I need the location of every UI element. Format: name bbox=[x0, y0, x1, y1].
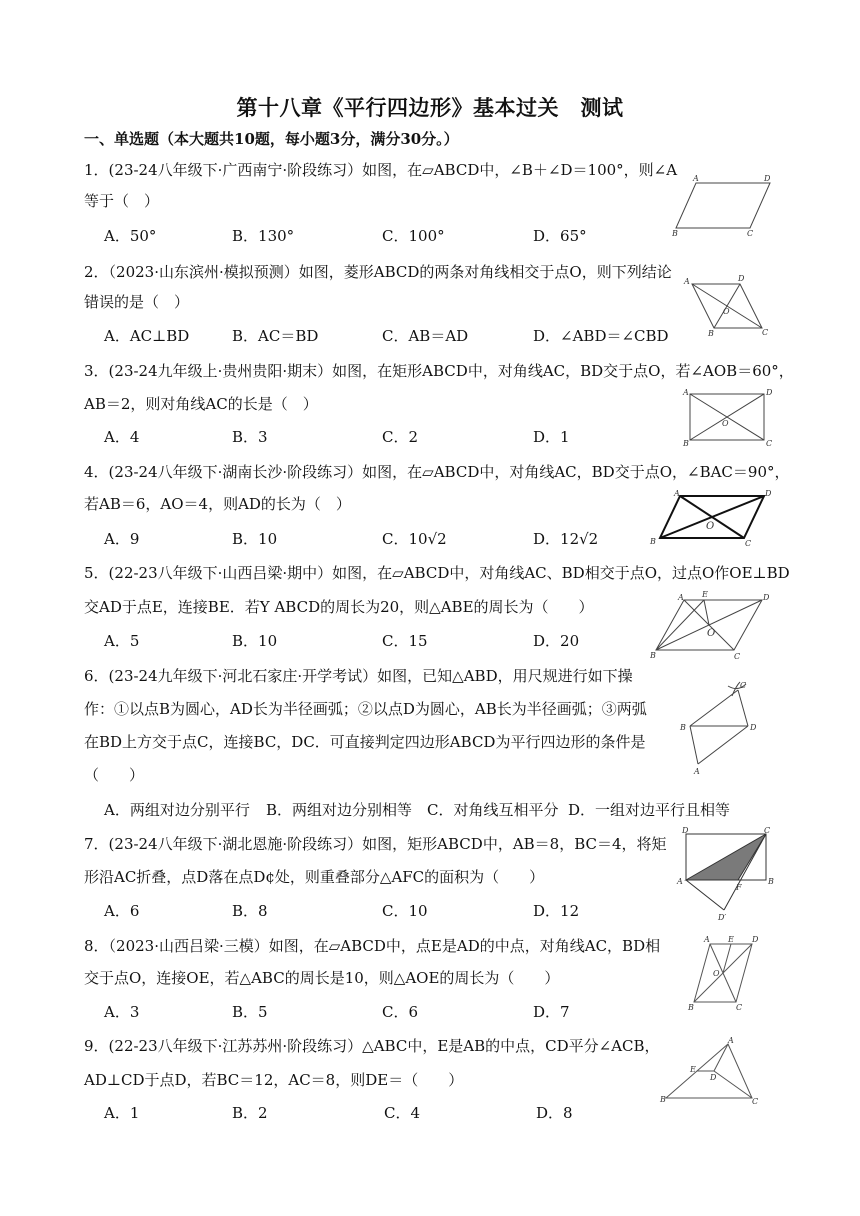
option-c[interactable]: C．6 bbox=[382, 1003, 419, 1021]
option-c[interactable]: C．100° bbox=[382, 227, 445, 245]
fig-label: A bbox=[728, 1036, 734, 1045]
question-7-line-1: 7．(23-24八年级下·湖北恩施·阶段练习）如图，矩形ABCD中，AB＝8，BC＝4，将矩 bbox=[84, 835, 667, 853]
fig-label: D bbox=[764, 175, 771, 183]
fig-label: E bbox=[702, 590, 708, 599]
question-4-line-2: 若AB＝6，AO＝4，则AD的长为（ ） bbox=[84, 495, 351, 513]
fig-label: C bbox=[766, 439, 773, 448]
fig-label: C bbox=[736, 1003, 743, 1012]
fig-label: B bbox=[680, 723, 686, 732]
question-6-line-2: 作：①以点B为圆心，AD长为半径画弧；②以点D为圆心，AB长为半径画弧；③两弧 bbox=[84, 700, 647, 718]
option-d[interactable]: D．7 bbox=[533, 1003, 570, 1021]
option-b[interactable]: B．10 bbox=[232, 530, 278, 548]
option-c[interactable]: C．AB＝AD bbox=[382, 327, 469, 345]
option-b[interactable]: B．3 bbox=[232, 428, 268, 446]
fig-label: E bbox=[728, 935, 734, 944]
fig-label: D bbox=[765, 489, 772, 498]
fig-label: B bbox=[660, 1095, 666, 1104]
option-b[interactable]: B．AC＝BD bbox=[232, 327, 319, 345]
fig-label: B bbox=[650, 651, 656, 660]
option-c[interactable]: C．4 bbox=[384, 1104, 421, 1122]
option-b[interactable]: B．2 bbox=[232, 1104, 268, 1122]
figure-q3-rectangle bbox=[682, 386, 782, 448]
question-5-line-2: 交AD于点E，连接BE．若Y ABCD的周长为20，则△ABE的周长为（ ） bbox=[84, 598, 594, 616]
fig-label: A bbox=[684, 277, 690, 286]
section-heading: 一、单选题（本大题共10题，每小题3分，满分30分。） bbox=[84, 130, 459, 148]
fig-label: D bbox=[763, 593, 770, 602]
fig-label: C bbox=[745, 539, 752, 548]
fig-label: O bbox=[706, 521, 715, 532]
fig-label: B bbox=[683, 439, 689, 448]
option-d[interactable]: D．1 bbox=[533, 428, 570, 446]
fig-label: A bbox=[678, 593, 684, 602]
question-6-line-3: 在BD上方交于点C，连接BC，DC．可直接判定四边形ABCD为平行四边形的条件是 bbox=[84, 733, 646, 751]
question-8-line-1: 8．（2023·山西吕梁·三模）如图，在▱ABCD中，点E是AD的中点，对角线AC，BD相 bbox=[84, 937, 661, 955]
question-2-line-1: 2．（2023·山东滨州·模拟预测）如图，菱形ABCD的两条对角线相交于点O，则下列结论 bbox=[84, 263, 672, 281]
question-9-line-1: 9．(22-23八年级下·江苏苏州·阶段练习）△ABC中，E是AB的中点，CD平分∠ACB， bbox=[84, 1037, 660, 1055]
fig-label: A bbox=[683, 388, 689, 397]
option-b[interactable]: B．5 bbox=[232, 1003, 268, 1021]
option-c[interactable]: C．10 bbox=[382, 902, 428, 920]
figure-q6-construction bbox=[678, 680, 768, 776]
fig-label: C bbox=[740, 681, 747, 690]
fig-label: D bbox=[682, 826, 689, 835]
fig-label: B bbox=[688, 1003, 694, 1012]
option-a[interactable]: A．两组对边分别平行 bbox=[104, 801, 250, 819]
fig-label: D bbox=[710, 1073, 717, 1082]
question-9-line-2: AD⊥CD于点D，若BC＝12，AC＝8，则DE＝（ ） bbox=[84, 1071, 464, 1089]
option-a[interactable]: A．9 bbox=[104, 530, 140, 548]
option-d[interactable]: D．20 bbox=[533, 632, 580, 650]
question-1-line-1: 1．(23-24八年级下·广西南宁·阶段练习）如图，在▱ABCD中，∠B＋∠D＝100°，则∠A bbox=[84, 161, 678, 179]
fig-label: C bbox=[734, 652, 741, 661]
fig-label: D bbox=[738, 274, 745, 283]
option-a[interactable]: A．4 bbox=[104, 428, 140, 446]
option-d[interactable]: D．65° bbox=[533, 227, 587, 245]
figure-q7-folded-rectangle bbox=[676, 826, 780, 922]
fig-label: D bbox=[766, 388, 773, 397]
question-2-line-2: 错误的是（ ） bbox=[84, 293, 190, 311]
question-5-line-1: 5．(22-23八年级下·山西吕梁·期中）如图，在▱ABCD中，对角线AC、BD相交于点O，过点O作OE⊥BD bbox=[84, 564, 790, 582]
option-c[interactable]: C．2 bbox=[382, 428, 419, 446]
fig-label: A bbox=[694, 767, 700, 776]
fig-label: O bbox=[722, 419, 729, 428]
option-d[interactable]: D．∠ABD＝∠CBD bbox=[533, 327, 669, 345]
option-a[interactable]: A．5 bbox=[104, 632, 140, 650]
fig-label: C bbox=[752, 1097, 759, 1106]
fig-label: A bbox=[674, 489, 680, 498]
option-b[interactable]: B．8 bbox=[232, 902, 268, 920]
option-a[interactable]: A．1 bbox=[104, 1104, 140, 1122]
option-d[interactable]: D．8 bbox=[536, 1104, 573, 1122]
option-c[interactable]: C．10√2 bbox=[382, 530, 447, 548]
question-3-line-2: AB＝2，则对角线AC的长是（ ） bbox=[84, 395, 318, 413]
fig-label: C bbox=[762, 328, 769, 337]
option-a[interactable]: A．50° bbox=[104, 227, 157, 245]
option-a[interactable]: A．3 bbox=[104, 1003, 140, 1021]
fig-label: A bbox=[704, 935, 710, 944]
fig-label: B bbox=[672, 229, 678, 237]
fig-label: A bbox=[677, 877, 683, 886]
fig-label: E bbox=[690, 1065, 696, 1074]
fig-label: O bbox=[707, 628, 716, 639]
figure-q1-parallelogram bbox=[672, 175, 782, 237]
figure-q4-parallelogram bbox=[648, 486, 784, 548]
figure-q5-parallelogram bbox=[650, 588, 778, 662]
question-6-line-4: （ ） bbox=[84, 766, 145, 784]
figure-q8-parallelogram bbox=[680, 934, 776, 1012]
figure-q2-rhombus bbox=[680, 272, 780, 338]
option-d[interactable]: D．一组对边平行且相等 bbox=[568, 801, 731, 819]
question-3-line-1: 3．(23-24九年级上·贵州贵阳·期末）如图，在矩形ABCD中，对角线AC，BD交于点O，若∠AOB＝60°， bbox=[84, 362, 794, 380]
fig-label: C bbox=[747, 229, 754, 237]
option-c[interactable]: C．15 bbox=[382, 632, 428, 650]
option-b[interactable]: B．10 bbox=[232, 632, 278, 650]
question-7-line-2: 形沿AC折叠，点D落在点D¢处，则重叠部分△AFC的面积为（ ） bbox=[84, 868, 545, 886]
fig-label: B bbox=[768, 877, 774, 886]
fig-label: O bbox=[723, 307, 730, 316]
question-1-line-2: 等于（ ） bbox=[84, 192, 160, 210]
option-b[interactable]: B．130° bbox=[232, 227, 295, 245]
option-a[interactable]: A．AC⊥BD bbox=[104, 327, 190, 345]
page-title: 第十八章《平行四边形》基本过关 测试 bbox=[236, 95, 624, 120]
fig-label: O bbox=[713, 969, 720, 978]
question-6-line-1: 6．(23-24九年级下·河北石家庄·开学考试）如图，已知△ABD，用尺规进行如下操 bbox=[84, 667, 633, 685]
option-b[interactable]: B．两组对边分别相等 bbox=[266, 801, 413, 819]
option-d[interactable]: D．12 bbox=[533, 902, 580, 920]
fig-label: B bbox=[708, 329, 714, 338]
fig-label: C bbox=[764, 826, 771, 835]
figure-q9-triangle bbox=[658, 1036, 762, 1108]
question-8-line-2: 交于点O，连接OE，若△ABC的周长是10，则△AOE的周长为（ ） bbox=[84, 969, 560, 987]
option-c[interactable]: C．对角线互相平分 bbox=[427, 801, 559, 819]
fig-label: D bbox=[750, 723, 757, 732]
fig-label: D′ bbox=[718, 913, 727, 922]
fig-label: B bbox=[650, 537, 656, 546]
fig-label: A bbox=[693, 175, 699, 183]
fig-label: F bbox=[736, 883, 742, 892]
option-a[interactable]: A．6 bbox=[104, 902, 140, 920]
question-4-line-1: 4．(23-24八年级下·湖南长沙·阶段练习）如图，在▱ABCD中，对角线AC，BD交于点O，∠BAC＝90°， bbox=[84, 463, 790, 481]
fig-label: D bbox=[752, 935, 759, 944]
option-d[interactable]: D．12√2 bbox=[533, 530, 599, 548]
